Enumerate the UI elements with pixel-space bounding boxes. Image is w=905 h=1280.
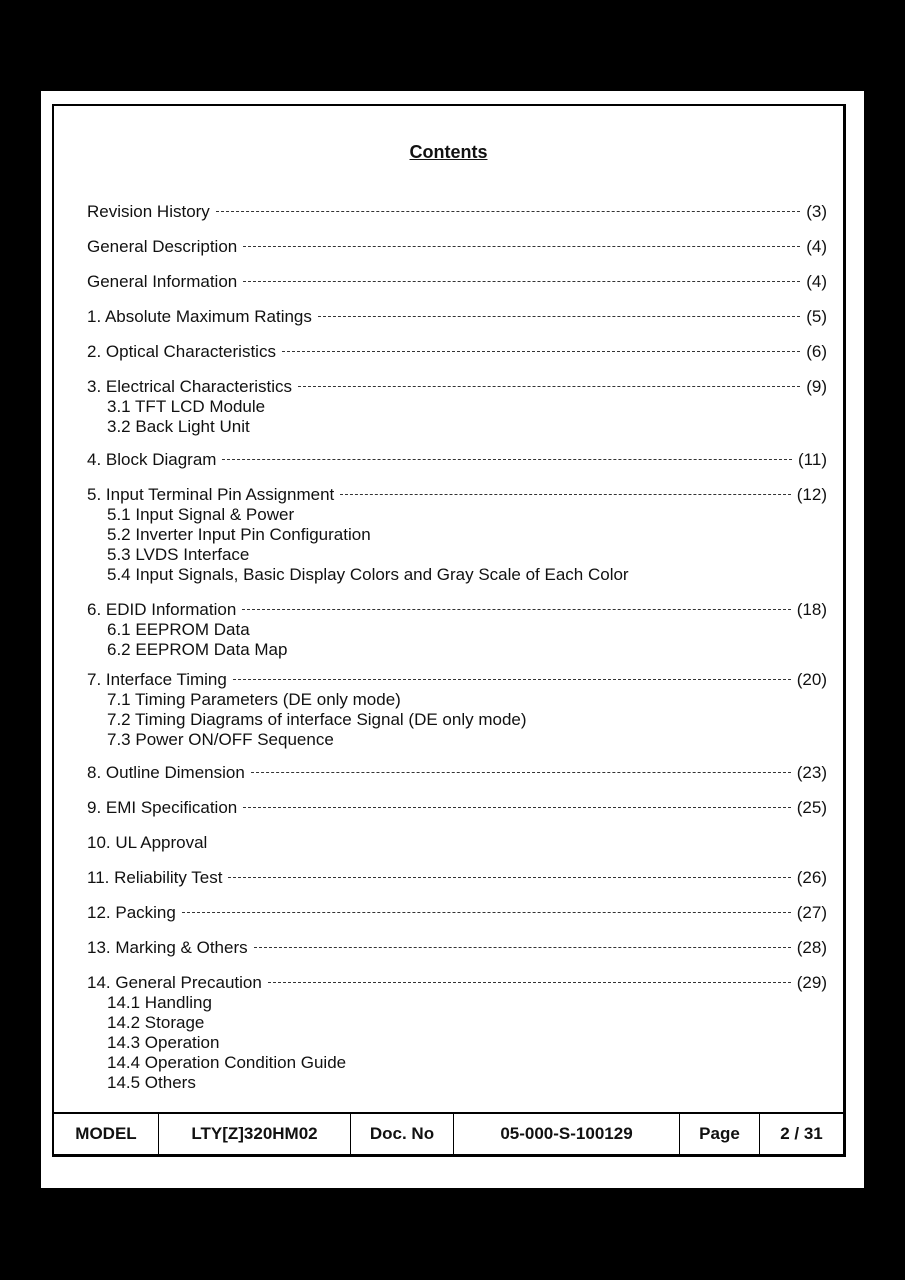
toc-entry-row — [87, 868, 827, 888]
toc-entry-label: 14. General Precaution — [87, 973, 262, 992]
toc-entry — [87, 798, 827, 818]
toc-entry-row — [87, 938, 827, 958]
dot-leader — [243, 807, 791, 808]
toc-subentry: 6.2 EEPROM Data Map — [107, 640, 288, 659]
toc-entry-row — [87, 450, 827, 470]
page-frame — [52, 104, 846, 1157]
toc-entry-page: (20) — [796, 670, 827, 689]
dot-leader — [233, 679, 791, 680]
dot-leader — [242, 609, 790, 610]
toc-entry-row — [87, 342, 827, 362]
toc-entry — [87, 202, 827, 222]
toc-entry — [87, 272, 827, 292]
toc-entry-page: (28) — [796, 938, 827, 957]
toc-subentry: 7.2 Timing Diagrams of interface Signal (DE only mode) — [107, 710, 527, 729]
toc-entry — [87, 600, 827, 660]
toc-entry-label: 5. Input Terminal Pin Assignment — [87, 485, 335, 504]
toc-entry-page: (27) — [796, 903, 827, 922]
toc-entry — [87, 670, 827, 750]
toc-entry-page: (5) — [806, 307, 827, 326]
toc-subentry: 14.2 Storage — [107, 1013, 205, 1032]
toc-subentry: 7.3 Power ON/OFF Sequence — [107, 730, 334, 749]
page-label: Page — [680, 1114, 760, 1154]
toc-subentry: 6.1 EEPROM Data — [107, 620, 250, 639]
toc-subentry: 5.2 Inverter Input Pin Configuration — [107, 525, 371, 544]
footer-table — [54, 1112, 843, 1154]
toc-entry-label: 11. Reliability Test — [87, 868, 223, 887]
toc-entry — [87, 450, 827, 470]
toc-subentry: 3.1 TFT LCD Module — [107, 397, 266, 416]
toc-subentry: 5.4 Input Signals, Basic Display Colors and Gray Scale of Each Color — [107, 565, 629, 584]
toc-subentry: 5.1 Input Signal & Power — [107, 505, 295, 524]
toc-subentry: 14.3 Operation — [107, 1033, 220, 1052]
dot-leader — [268, 982, 791, 983]
toc-entry — [87, 237, 827, 257]
toc-entry-label: General Description — [87, 237, 238, 256]
toc-entry-row — [87, 903, 827, 923]
toc-entry-label: 1. Absolute Maximum Ratings — [87, 307, 312, 326]
toc-subentry: 7.1 Timing Parameters (DE only mode) — [107, 690, 401, 709]
dot-leader — [282, 351, 800, 352]
toc-entry-label: 13. Marking & Others — [87, 938, 248, 957]
toc-entry-label: 3. Electrical Characteristics — [87, 377, 293, 396]
toc-entry-row — [87, 833, 827, 853]
toc-entry-row — [87, 600, 827, 620]
toc-entry-page: (4) — [806, 237, 827, 256]
toc-entry — [87, 973, 827, 1093]
toc-entry — [87, 903, 827, 923]
toc-entry-row — [87, 798, 827, 818]
dot-leader — [298, 386, 800, 387]
dot-leader — [340, 494, 791, 495]
dot-leader — [216, 211, 800, 212]
toc-entry-label: 10. UL Approval — [87, 833, 208, 852]
toc-entry-row — [87, 670, 827, 690]
toc-entry-page: (29) — [796, 973, 827, 992]
toc-entry-page: (18) — [796, 600, 827, 619]
model-value: LTY[Z]320HM02 — [159, 1114, 351, 1154]
model-label: MODEL — [54, 1114, 159, 1154]
toc-entry-page: (3) — [806, 202, 827, 221]
toc-entry-page: (25) — [796, 798, 827, 817]
dot-leader — [251, 772, 791, 773]
toc-entry-page: (4) — [806, 272, 827, 291]
doc-no-label: Doc. No — [351, 1114, 454, 1154]
toc-entry-row — [87, 485, 827, 505]
toc-entry-label: 2. Optical Characteristics — [87, 342, 276, 361]
toc-entry — [87, 485, 827, 585]
toc-entry-page: (6) — [806, 342, 827, 361]
doc-no-value: 05-000-S-100129 — [454, 1114, 680, 1154]
toc-entry-row — [87, 202, 827, 222]
contents-title: Contents — [409, 142, 488, 162]
toc-entry-label: 9. EMI Specification — [87, 798, 238, 817]
toc-entry-page: (23) — [796, 763, 827, 782]
toc-entry-row — [87, 272, 827, 292]
toc-subentry: 14.4 Operation Condition Guide — [107, 1053, 347, 1072]
toc-entry — [87, 307, 827, 327]
document-page — [41, 91, 864, 1188]
toc-entry-page: (12) — [796, 485, 827, 504]
toc-entry-label: 4. Block Diagram — [87, 450, 217, 469]
toc-entry-row — [87, 237, 827, 257]
toc-entry-label: 7. Interface Timing — [87, 670, 227, 689]
toc-entry — [87, 868, 827, 888]
toc-entry-page: (26) — [796, 868, 827, 887]
toc-entry-label: 6. EDID Information — [87, 600, 237, 619]
dot-leader — [243, 246, 800, 247]
dot-leader — [222, 459, 792, 460]
toc-entry — [87, 763, 827, 783]
dot-leader — [254, 947, 791, 948]
dot-leader — [228, 877, 790, 878]
toc-entry-row — [87, 377, 827, 397]
toc-subentry: 14.1 Handling — [107, 993, 212, 1012]
toc-subentry: 5.3 LVDS Interface — [107, 545, 250, 564]
toc-entry — [87, 377, 827, 437]
dot-leader — [182, 912, 791, 913]
toc-entry-label: 12. Packing — [87, 903, 176, 922]
page-value: 2 / 31 — [780, 1124, 823, 1143]
toc-entry-row — [87, 307, 827, 327]
toc-entry — [87, 833, 827, 853]
toc-entry-label: 8. Outline Dimension — [87, 763, 245, 782]
toc-entry — [87, 342, 827, 362]
toc-entry-label: Revision History — [87, 202, 210, 221]
dot-leader — [318, 316, 800, 317]
toc-entry — [87, 938, 827, 958]
toc-entry-label: General Information — [87, 272, 238, 291]
toc-subentry: 14.5 Others — [107, 1073, 196, 1092]
toc-entry-page: (9) — [806, 377, 827, 396]
toc-subentry: 3.2 Back Light Unit — [107, 417, 250, 436]
toc-entry-row — [87, 763, 827, 783]
dot-leader — [243, 281, 800, 282]
toc-entry-page: (11) — [798, 450, 827, 469]
toc-entry-row — [87, 973, 827, 993]
